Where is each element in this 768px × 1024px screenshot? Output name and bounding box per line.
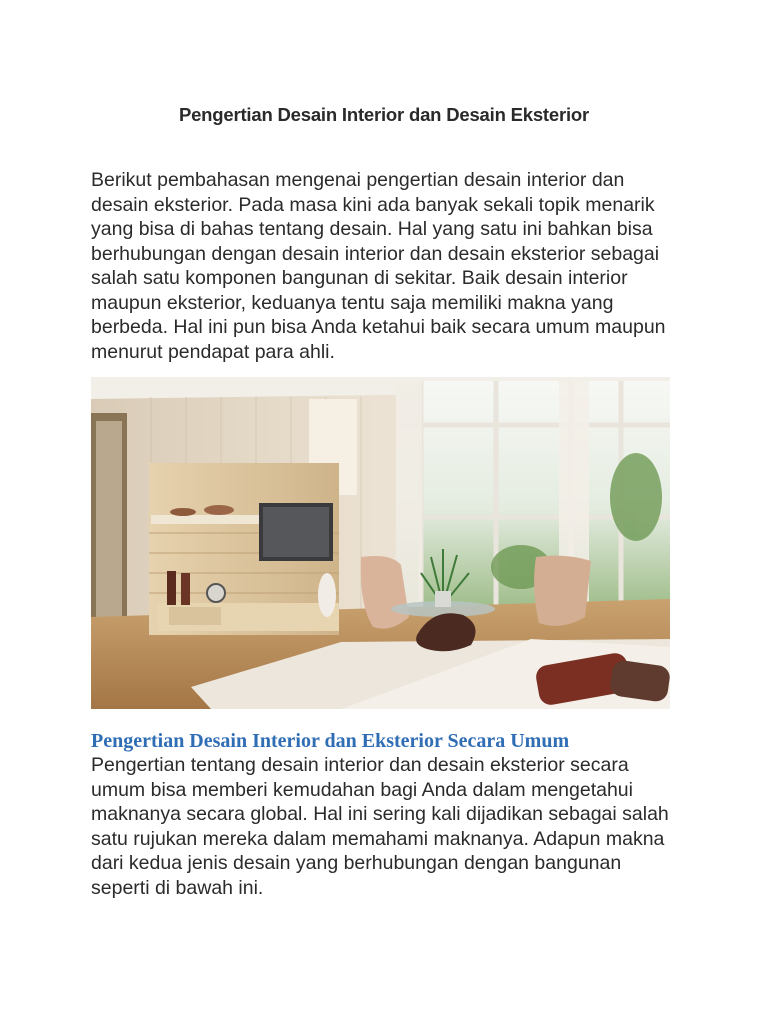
bowl-decoration [170,508,196,516]
tv-display [263,507,329,557]
plant-pot [435,591,451,607]
living-room-photo [91,377,670,709]
vase-dark [167,571,176,605]
section-paragraph: Pengertian tentang desain interior dan desain eksterior secara umum bisa memberi kemudahan bagi Anda dalam mengetahui maknanya secara global. Hal ini sering kali dijadikan sebagai salah satu rujukan mereka dalam memahami maknanya. Adapun makna dari kedua jenis desain yang berhubungan dengan bangunan seperti di bawah ini. [91,754,669,899]
sphere-ornament [207,584,225,602]
cabinet-drawer [169,607,221,625]
section-heading: Pengertian Desain Interior dan Eksterior Secara Umum [91,730,570,752]
door-glass [96,421,122,637]
wall-shelf [151,515,261,524]
intro-paragraph: Berikut pembahasan mengenai pengertian desain interior dan desain eksterior. Pada masa kini ada banyak sekali topik menarik yang bisa di bahas tentang desain. Hal yang satu ini bahkan bisa berhubungan dengan desain interior dan desain eksterior sebagai salah satu komponen bangunan di sekitar. Baik desain interior maupun eksterior, keduanya tentu saja memiliki makna yang berbeda. Hal ini pun bisa Anda ketahui baik secara umum maupun menurut pendapat para ahli. [91,169,666,363]
document-title: Pengertian Desain Interior dan Desain Eksterior [178,104,590,126]
armchair-right [534,556,591,626]
white-vase [318,573,336,617]
bowl-decoration-2 [204,505,234,515]
vase-dark-2 [181,573,190,605]
